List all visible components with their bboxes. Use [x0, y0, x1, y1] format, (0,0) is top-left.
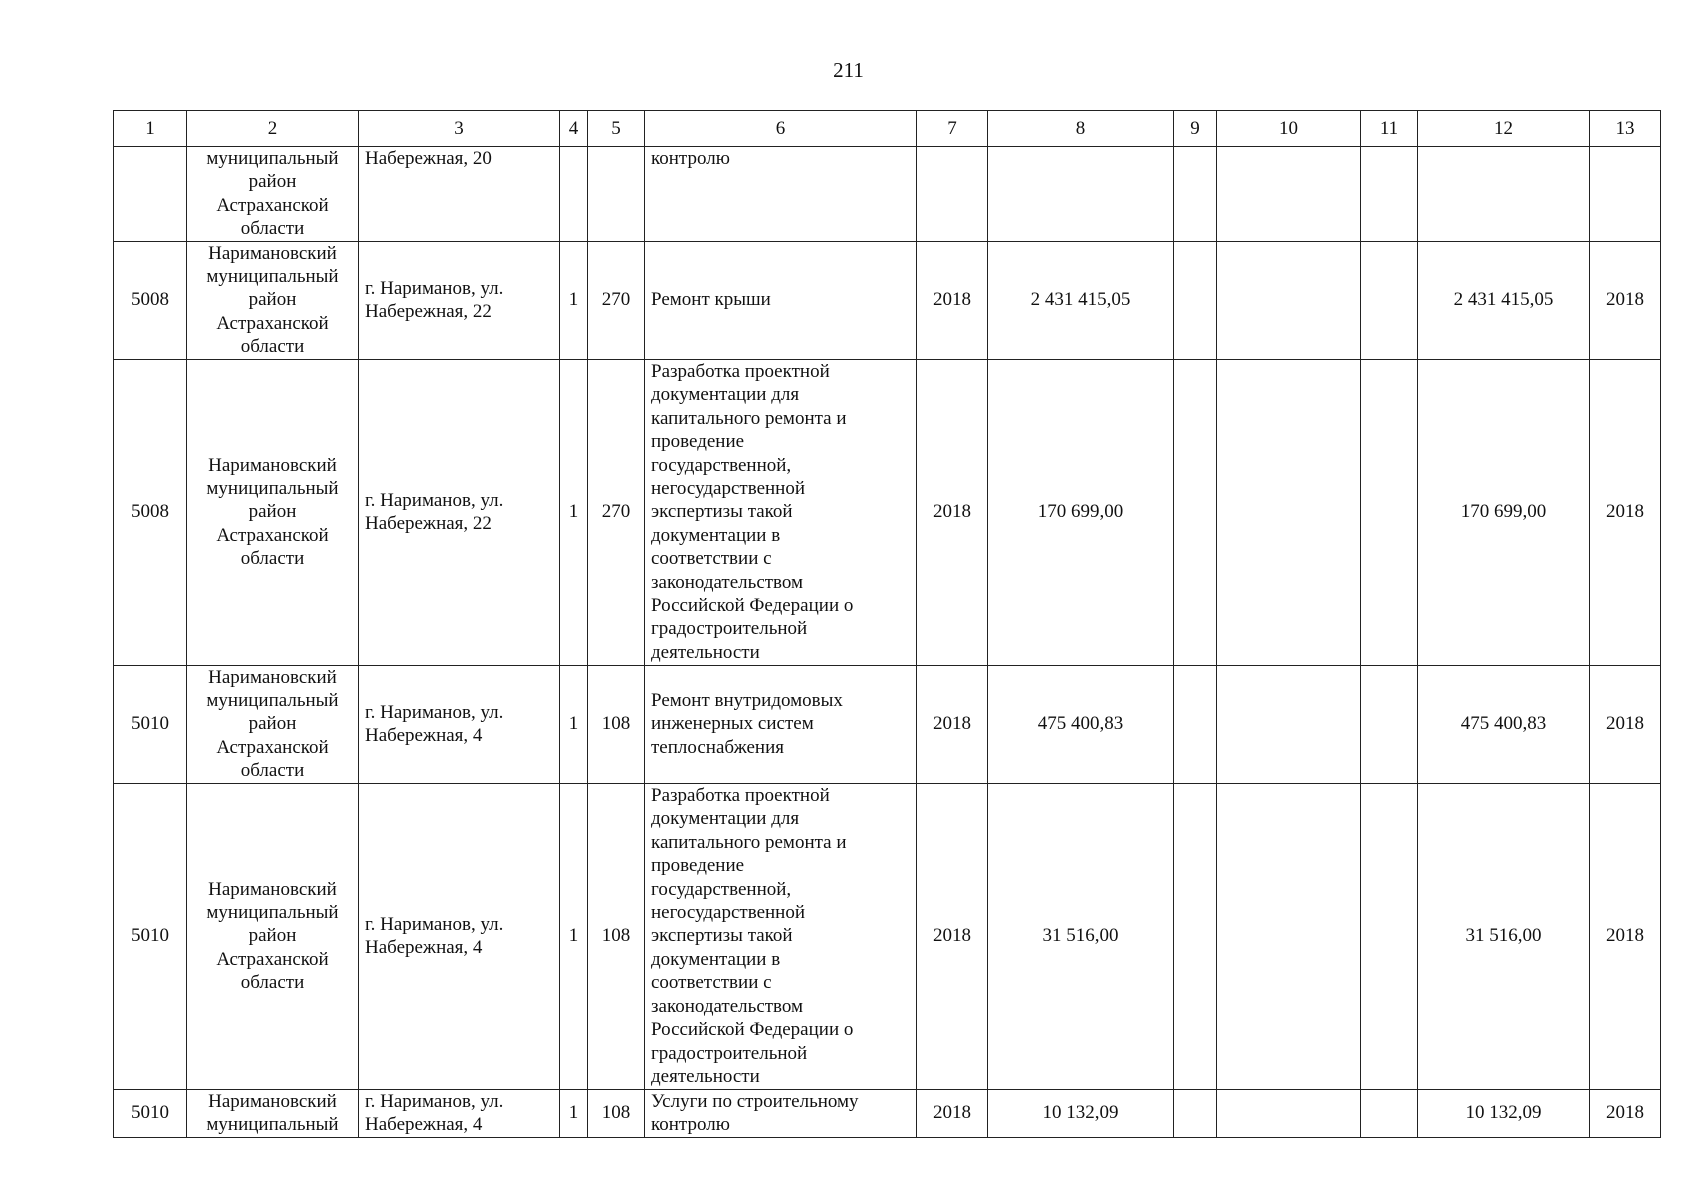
column-header: 4 [560, 111, 588, 147]
table-row [114, 147, 1661, 242]
work-type-cell: Разработка проектной документации для капитального ремонта и проведение государственной, негосударственной экспертизы такой документации в соответствии с законодательством Российской Федерации о градостроительной деятельности [645, 359, 917, 665]
column-header: 12 [1418, 111, 1590, 147]
object-number-cell: 5008 [114, 359, 187, 665]
year-cell: 2018 [917, 1089, 988, 1137]
col9-cell [1174, 665, 1217, 783]
col4-cell: 1 [560, 783, 588, 1089]
address-cell: г. Нариманов, ул. Набережная, 4 [359, 783, 560, 1089]
cost-cell: 2 431 415,05 [988, 241, 1174, 359]
column-header: 10 [1217, 111, 1361, 147]
table-row [114, 783, 1661, 1089]
col5-cell: 108 [588, 665, 645, 783]
column-header: 11 [1361, 111, 1418, 147]
cost-cell: 170 699,00 [988, 359, 1174, 665]
work-type-cell: Услуги по строительному контролю [645, 1089, 917, 1137]
col11-cell [1361, 665, 1418, 783]
page-number: 211 [833, 58, 864, 82]
year-cell: 2018 [917, 241, 988, 359]
municipality-cell: Наримановский муниципальный район Астраханской области [187, 241, 359, 359]
municipality-cell: Наримановский муниципальный район Астраханской области [187, 783, 359, 1089]
object-number-cell: 5008 [114, 241, 187, 359]
municipality-cell: Наримановский муниципальный [187, 1089, 359, 1137]
col5-cell: 270 [588, 359, 645, 665]
col4-cell: 1 [560, 665, 588, 783]
capital-repair-table [113, 110, 1661, 1138]
municipality-cell: муниципальный район Астраханской области [187, 147, 359, 242]
column-header: 9 [1174, 111, 1217, 147]
column-header: 6 [645, 111, 917, 147]
year-cell [917, 147, 988, 242]
header-row [114, 111, 1661, 147]
cost-cell: 31 516,00 [988, 783, 1174, 1089]
col10-cell [1217, 783, 1361, 1089]
year-cell: 2018 [917, 359, 988, 665]
municipality-cell: Наримановский муниципальный район Астраханской области [187, 359, 359, 665]
funding-cell: 2 431 415,05 [1418, 241, 1590, 359]
funding-cell: 31 516,00 [1418, 783, 1590, 1089]
table-row [114, 665, 1661, 783]
end-year-cell: 2018 [1590, 241, 1661, 359]
funding-cell [1418, 147, 1590, 242]
column-header: 2 [187, 111, 359, 147]
end-year-cell: 2018 [1590, 783, 1661, 1089]
col4-cell: 1 [560, 241, 588, 359]
cost-cell: 475 400,83 [988, 665, 1174, 783]
col4-cell: 1 [560, 1089, 588, 1137]
table-row [114, 359, 1661, 665]
col5-cell: 108 [588, 783, 645, 1089]
col4-cell [560, 147, 588, 242]
address-cell: г. Нариманов, ул. Набережная, 22 [359, 241, 560, 359]
address-cell: г. Нариманов, ул. Набережная, 4 [359, 665, 560, 783]
column-header: 1 [114, 111, 187, 147]
col10-cell [1217, 147, 1361, 242]
table-row [114, 1089, 1661, 1137]
col11-cell [1361, 783, 1418, 1089]
col11-cell [1361, 359, 1418, 665]
col9-cell [1174, 783, 1217, 1089]
end-year-cell: 2018 [1590, 665, 1661, 783]
col10-cell [1217, 359, 1361, 665]
funding-cell: 10 132,09 [1418, 1089, 1590, 1137]
work-type-cell: контролю [645, 147, 917, 242]
col11-cell [1361, 1089, 1418, 1137]
col9-cell [1174, 241, 1217, 359]
col4-cell: 1 [560, 359, 588, 665]
year-cell: 2018 [917, 665, 988, 783]
address-cell: г. Нариманов, ул. Набережная, 22 [359, 359, 560, 665]
column-header: 13 [1590, 111, 1661, 147]
col9-cell [1174, 1089, 1217, 1137]
address-cell: г. Нариманов, ул. Набережная, 4 [359, 1089, 560, 1137]
column-header: 3 [359, 111, 560, 147]
object-number-cell: 5010 [114, 1089, 187, 1137]
end-year-cell: 2018 [1590, 359, 1661, 665]
end-year-cell: 2018 [1590, 1089, 1661, 1137]
address-cell: Набережная, 20 [359, 147, 560, 242]
column-header: 7 [917, 111, 988, 147]
col5-cell: 270 [588, 241, 645, 359]
work-type-cell: Ремонт внутридомовых инженерных систем теплоснабжения [645, 665, 917, 783]
funding-cell: 170 699,00 [1418, 359, 1590, 665]
object-number-cell: 5010 [114, 783, 187, 1089]
column-header: 8 [988, 111, 1174, 147]
col10-cell [1217, 665, 1361, 783]
work-type-cell: Разработка проектной документации для капитального ремонта и проведение государственной, негосударственной экспертизы такой документации в соответствии с законодательством Российской Федерации о градостроительной деятельности [645, 783, 917, 1089]
object-number-cell: 5010 [114, 665, 187, 783]
col9-cell [1174, 147, 1217, 242]
municipality-cell: Наримановский муниципальный район Астраханской области [187, 665, 359, 783]
col10-cell [1217, 1089, 1361, 1137]
col10-cell [1217, 241, 1361, 359]
year-cell: 2018 [917, 783, 988, 1089]
col5-cell: 108 [588, 1089, 645, 1137]
col9-cell [1174, 359, 1217, 665]
work-type-cell: Ремонт крыши [645, 241, 917, 359]
table-row [114, 241, 1661, 359]
col11-cell [1361, 147, 1418, 242]
object-number-cell [114, 147, 187, 242]
cost-cell: 10 132,09 [988, 1089, 1174, 1137]
cost-cell [988, 147, 1174, 242]
end-year-cell [1590, 147, 1661, 242]
col5-cell [588, 147, 645, 242]
column-header: 5 [588, 111, 645, 147]
col11-cell [1361, 241, 1418, 359]
funding-cell: 475 400,83 [1418, 665, 1590, 783]
